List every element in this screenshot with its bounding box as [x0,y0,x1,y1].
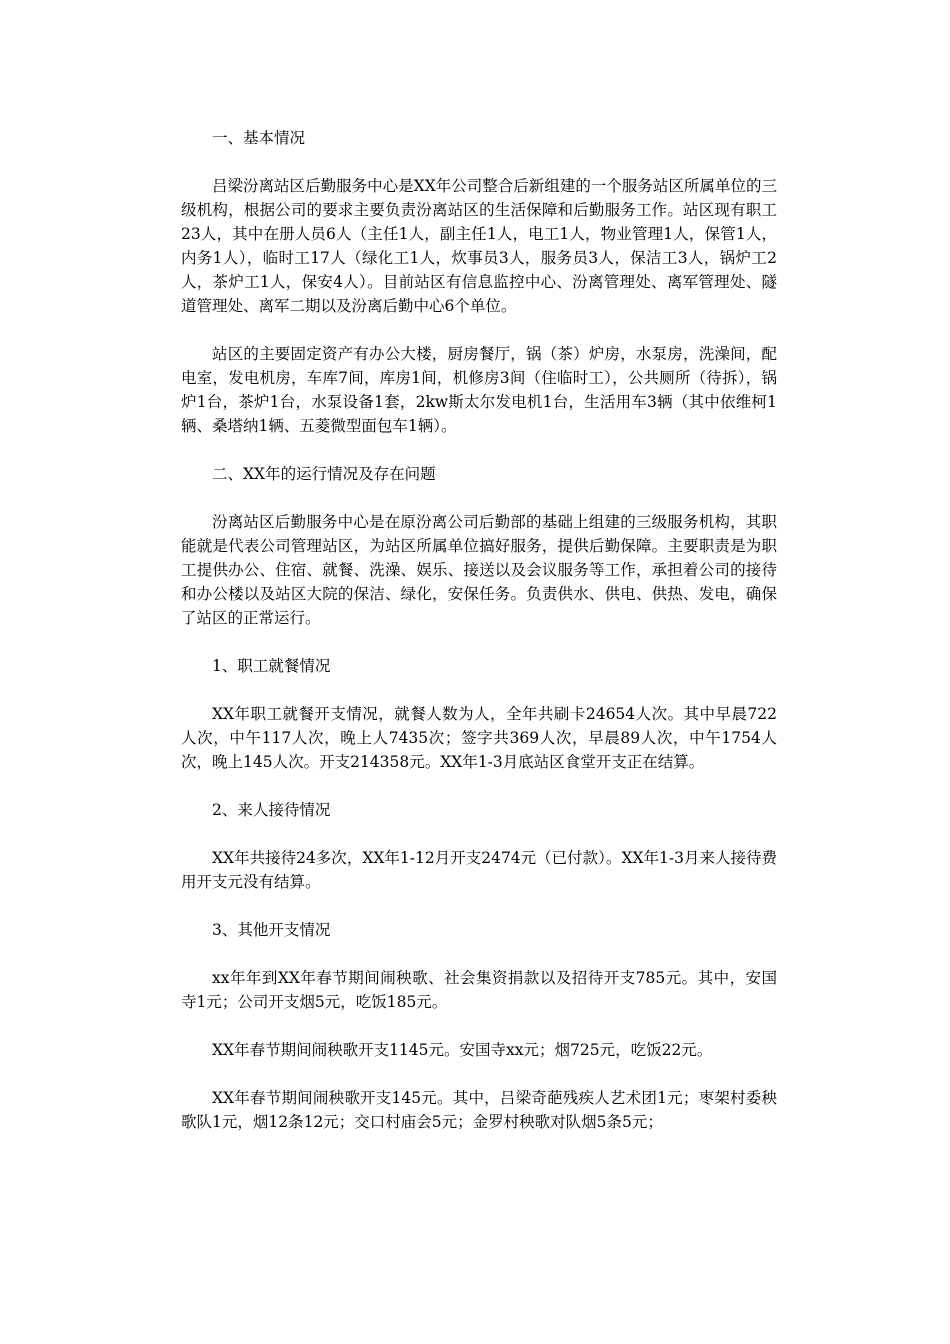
document-body [181,126,777,1134]
subheading-staff-dining: 1、职工就餐情况 [212,657,331,675]
paragraph-staff-dining: XX年职工就餐开支情况，就餐人数为人，全年共刷卡24654人次。其中早晨722人次，中午117人次，晚上人7435次；签字共369人次，早晨89人次，中午1754人次，晚上145人次。开支214358元。XX年1-3月底站区食堂开支正在结算。 [181,705,777,771]
section-heading-basic-info: 一、基本情况 [212,129,306,147]
paragraph-fixed-assets: 站区的主要固定资产有办公大楼，厨房餐厅，锅（茶）炉房，水泵房，洗澡间，配电室，发电机房，车库7间，库房1间，机修房3间（住临时工），公共厕所（待拆），锅炉1台，茶炉1台，水泵设备1套，2kw斯太尔发电机1台，生活用车3辆（其中依维柯1辆、桑塔纳1辆、五菱微型面包车1辆）。 [181,345,777,435]
subheading-other-expenses: 3、其他开支情况 [212,921,331,939]
paragraph-expenses-year3: XX年春节期间闹秧歌开支145元。其中，吕梁奇葩残疾人艺术团1元；枣架村委秧歌队1元，烟12条12元；交口村庙会5元；金罗村秧歌对队烟5条5元； [181,1089,777,1131]
paragraph-overview: 吕梁汾离站区后勤服务中心是XX年公司整合后新组建的一个服务站区所属单位的三级机构，根据公司的要求主要负责汾离站区的生活保障和后勤服务工作。站区现有职工23人，其中在册人员6人（主任1人，副主任1人，电工1人，物业管理1人，保管1人，内务1人），临时工17人（绿化工1人，炊事员3人，服务员3人，保洁工3人，锅炉工2人，茶炉工1人，保安4人）。目前站区有信息监控中心、汾离管理处、离军管理处、隧道管理处、离军二期以及汾离后勤中心6个单位。 [181,177,777,315]
paragraph-expenses-year1: xx年年到XX年春节期间闹秧歌、社会集资捐款以及招待开支785元。其中，安国寺1元；公司开支烟5元，吃饭185元。 [181,969,777,1011]
paragraph-responsibilities: 汾离站区后勤服务中心是在原汾离公司后勤部的基础上组建的三级服务机构，其职能就是代表公司管理站区，为站区所属单位搞好服务，提供后勤保障。主要职责是为职工提供办公、住宿、就餐、洗澡、娱乐、接送以及会议服务等工作，承担着公司的接待和办公楼以及站区大院的保洁、绿化，安保任务。负责供水、供电、供热、发电，确保了站区的正常运行。 [181,513,777,627]
paragraph-reception: XX年共接待24多次，XX年1-12月开支2474元（已付款）。XX年1-3月来人接待费用开支元没有结算。 [181,849,777,891]
paragraph-expenses-year2: XX年春节期间闹秧歌开支1145元。安国寺xx元；烟725元，吃饭22元。 [212,1041,713,1059]
subheading-reception: 2、来人接待情况 [212,801,331,819]
section-heading-operations: 二、XX年的运行情况及存在问题 [212,465,436,483]
